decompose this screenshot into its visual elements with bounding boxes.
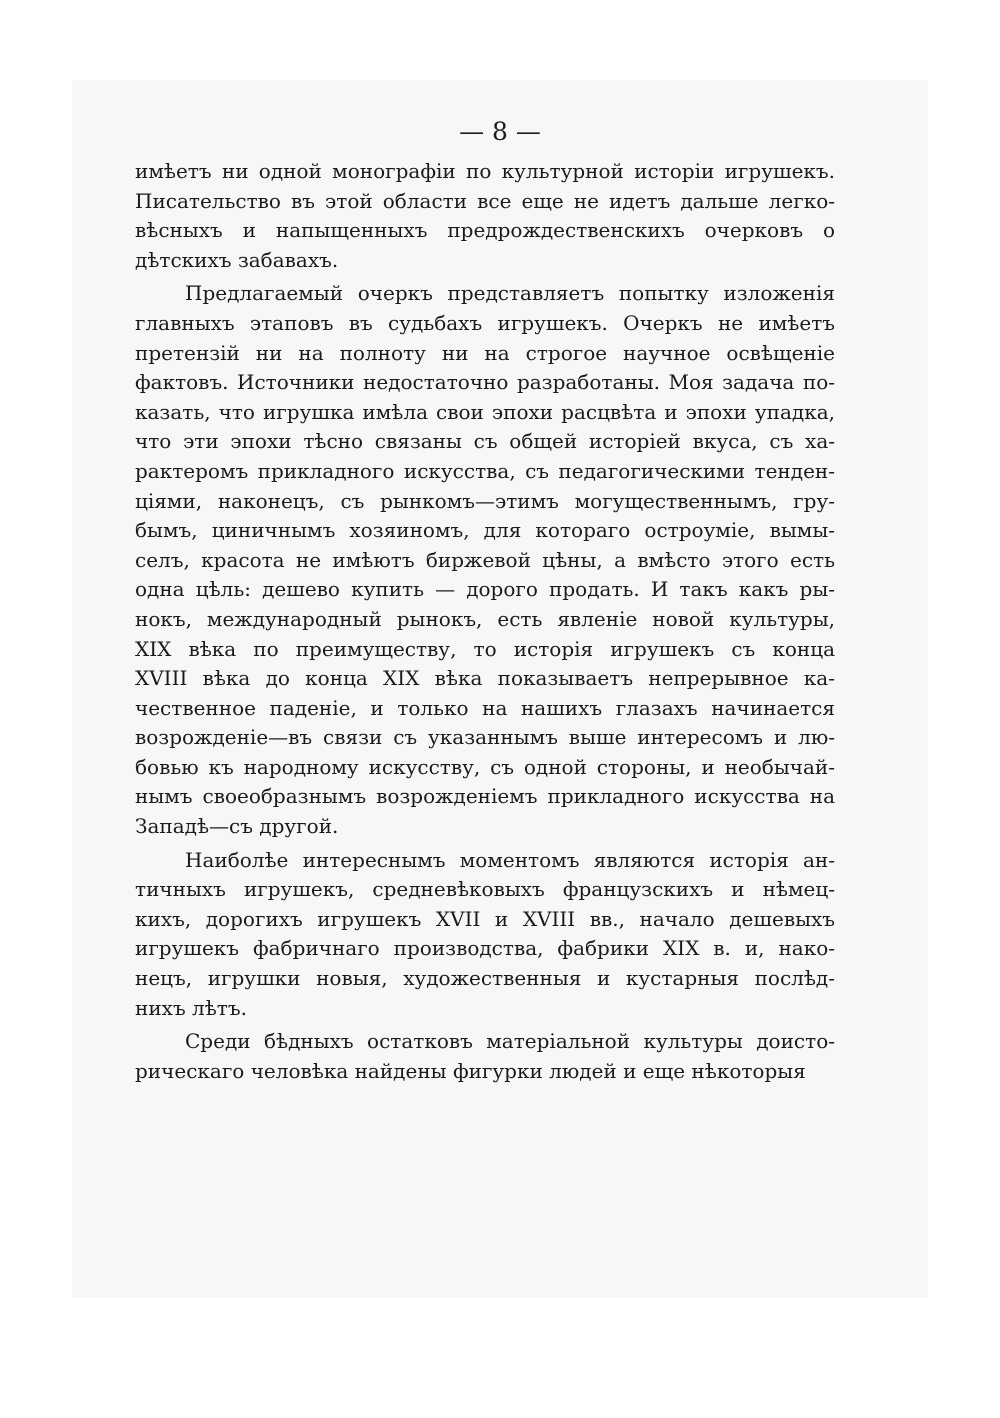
text-line: кихъ, дорогихъ игрушекъ XVII и XVIII вв., начало дешевыхъ <box>135 906 835 931</box>
text-line: дѣтскихъ забавахъ. <box>135 247 339 272</box>
text-line: нецъ, игрушки новыя, художественныя и кустарныя послѣд- <box>135 966 835 991</box>
text-line: главныхъ этаповъ въ судьбахъ игрушекъ. Очеркъ не имѣетъ <box>135 310 835 335</box>
paragraph <box>135 1027 835 1086</box>
text-line: нымъ своеобразнымъ возрожденіемъ прикладного искусства на <box>135 784 835 809</box>
paragraph <box>135 157 835 275</box>
text-line: чественное паденіе, и только на нашихъ глазахъ начинается <box>135 695 835 720</box>
text-line: ціями, наконецъ, съ рынкомъ—этимъ могущественнымъ, гру- <box>135 488 835 513</box>
text-line: селъ, красота не имѣютъ биржевой цѣны, а вмѣсто этого есть <box>135 547 835 572</box>
text-line: тичныхъ игрушекъ, средневѣковыхъ французскихъ и нѣмец- <box>135 877 835 902</box>
text-line: игрушекъ фабричнаго производства, фабрики XIX в. и, нако- <box>135 936 835 961</box>
text-line: фактовъ. Источники недостаточно разработаны. Моя задача по- <box>135 370 835 395</box>
text-line: претензій ни на полноту ни на строгое научное освѣщеніе <box>135 340 835 365</box>
text-line: бовью къ народному искусству, съ одной стороны, и необычай- <box>135 754 835 779</box>
text-line: нокъ, международный рынокъ, есть явленіе новой культуры, <box>135 606 835 631</box>
text-line: Наиболѣе интереснымъ моментомъ являются исторія ан- <box>185 847 835 872</box>
text-line: рактеромъ прикладного искусства, съ педагогическими тенден- <box>135 458 835 483</box>
text-line: нихъ лѣтъ. <box>135 995 247 1020</box>
text-line: вѣсныхъ и напыщенныхъ предрождественскихъ очерковъ о <box>135 218 835 243</box>
text-line: Предлагаемый очеркъ представляетъ попытку изложенія <box>185 281 835 306</box>
paragraph <box>135 846 835 1024</box>
text-line: XIX вѣка по преимуществу, то исторія игрушекъ съ конца <box>135 636 835 661</box>
text-line: одна цѣль: дешево купить — дорого продать. И такъ какъ ры- <box>135 577 835 602</box>
text-line: казать, что игрушка имѣла свои эпохи расцвѣта и эпохи упадка, <box>135 399 835 424</box>
text-line: XVIII вѣка до конца XIX вѣка показываетъ непрерывное ка- <box>135 666 835 691</box>
text-line: рическаго человѣка найдены фигурки людей и еще нѣкоторыя <box>135 1058 806 1083</box>
text-line: Западѣ—съ другой. <box>135 814 339 839</box>
text-line: имѣетъ ни одной монографіи по культурной исторіи игрушекъ. <box>135 159 835 183</box>
text-line: бымъ, циничнымъ хозяиномъ, для котораго остроуміе, вымы- <box>135 518 835 543</box>
page-number: — 8 — <box>459 117 541 146</box>
body-text <box>135 157 835 1090</box>
text-line: Среди бѣдныхъ остатковъ матеріальной культуры доисто- <box>185 1029 835 1054</box>
text-line: возрожденіе—въ связи съ указаннымъ выше интересомъ и лю- <box>135 725 835 750</box>
text-line: Писательство въ этой области все еще не идетъ дальше легко- <box>135 188 835 213</box>
text-line: что эти эпохи тѣсно связаны съ общей исторіей вкуса, съ ха- <box>135 429 835 454</box>
paragraph <box>135 279 835 841</box>
